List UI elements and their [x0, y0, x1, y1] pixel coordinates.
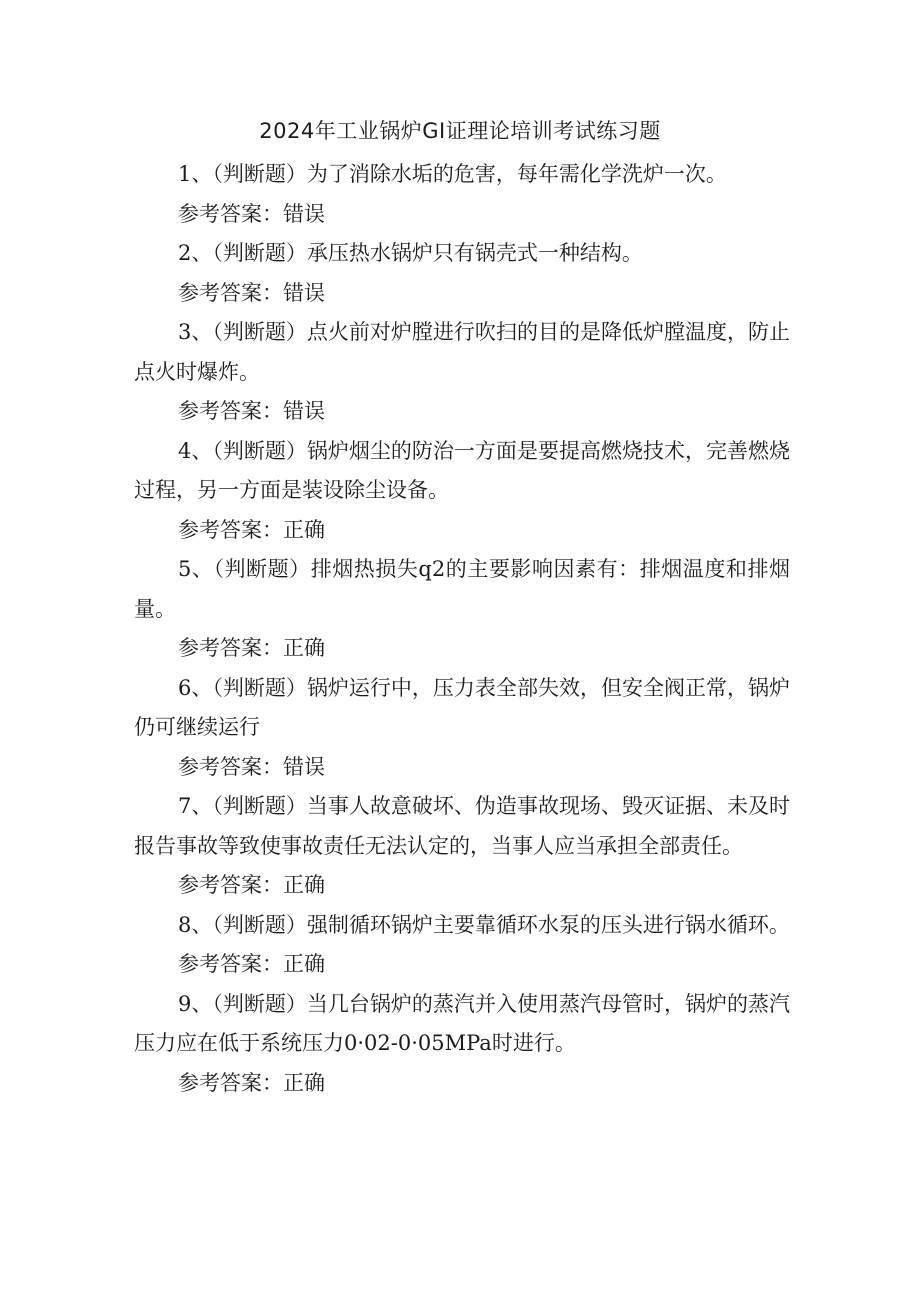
answer-value: 错误	[283, 754, 325, 779]
question-9: 9、（判断题）当几台锅炉的蒸汽并入使用蒸汽母管时，锅炉的蒸汽压力应在低于系统压力0·02-0·05MPa时进行。	[134, 991, 790, 1055]
answer-prefix: 参考答案：	[178, 952, 283, 976]
answer-prefix: 参考答案：	[178, 201, 283, 226]
answer-prefix: 参考答案：	[178, 754, 283, 779]
answer-prefix: 参考答案：	[178, 636, 283, 660]
question-5: 5、（判断题）排烟热损失q2的主要影响因素有：排烟温度和排烟量。	[134, 557, 790, 621]
answer-prefix: 参考答案：	[178, 280, 283, 305]
answer-3	[134, 392, 790, 432]
answer-prefix: 参考答案：	[178, 517, 283, 542]
answer-5	[134, 629, 790, 669]
answer-prefix: 参考答案：	[178, 873, 283, 897]
answer-8	[134, 945, 790, 985]
page-title: 2024年工业锅炉GI证理论培训考试练习题	[259, 119, 661, 143]
question-4: 4、（判断题）锅炉烟尘的防治一方面是要提高燃烧技术，完善燃烧过程，另一方面是装设除尘设备。	[134, 438, 790, 502]
answer-value: 正确	[283, 517, 325, 542]
answer-9	[134, 1064, 790, 1104]
question-6: 6、（判断题）锅炉运行中，压力表全部失效，但安全阀正常，锅炉仍可继续运行	[134, 675, 790, 739]
answer-value: 正确	[283, 1070, 325, 1095]
answer-2	[134, 274, 790, 314]
question-7: 7、（判断题）当事人故意破坏、伪造事故现场、毁灭证据、未及时报告事故等致使事故责任无法认定的，当事人应当承担全部责任。	[134, 794, 790, 858]
question-1: 1、（判断题）为了消除水垢的危害，每年需化学洗炉一次。	[178, 162, 727, 186]
answer-value: 错误	[283, 280, 325, 305]
answer-7	[134, 866, 790, 906]
answer-value: 正确	[283, 636, 325, 660]
answer-value: 错误	[283, 399, 325, 423]
answer-value: 错误	[283, 201, 325, 226]
answer-prefix: 参考答案：	[178, 1070, 283, 1095]
answer-1	[134, 195, 790, 235]
answer-value: 正确	[283, 952, 325, 976]
question-list	[134, 155, 790, 1103]
answer-value: 正确	[283, 873, 325, 897]
question-8: 8、（判断题）强制循环锅炉主要靠循环水泵的压头进行锅水循环。	[178, 912, 790, 937]
answer-4	[134, 511, 790, 551]
answer-6	[134, 748, 790, 788]
answer-prefix: 参考答案：	[178, 399, 283, 423]
question-2: 2、（判断题）承压热水锅炉只有锅壳式一种结构。	[178, 241, 643, 265]
question-3: 3、（判断题）点火前对炉膛进行吹扫的目的是降低炉膛温度，防止点火时爆炸。	[134, 320, 790, 384]
